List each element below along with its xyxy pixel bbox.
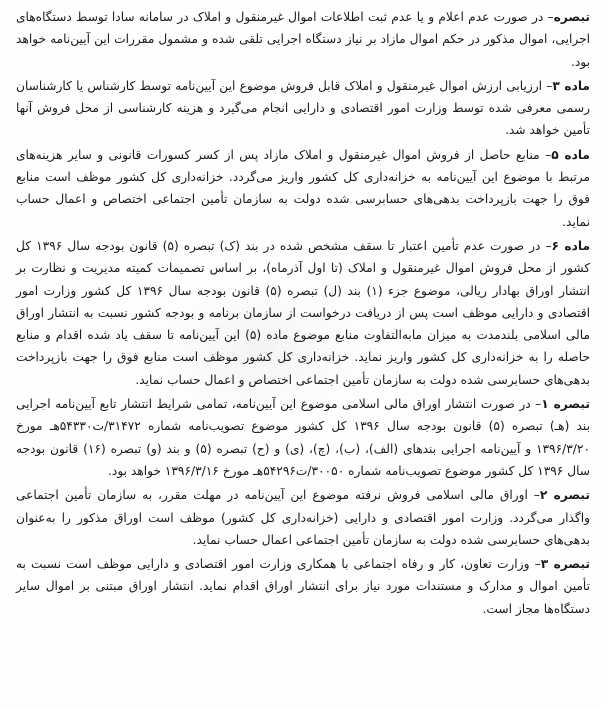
paragraph-text: – اوراق مالی اسلامی فروش نرفته موضوع این آیین‌نامه در مهلت مقرر، به سازمان تأمین اجتماعی واگذار می‌گردد. وزارت امور اقتصادی و دارایی (خزانه‌داری کل کشور) موظف است اوراق مذکور را به‌عنوان بدهی‌های حسابرسی شده دولت به سازمان تأمین اجتماعی اعمال حساب نماید. bbox=[16, 488, 590, 547]
note-1 bbox=[16, 393, 590, 482]
article-3 bbox=[16, 75, 590, 142]
note-unregistered-properties bbox=[16, 6, 590, 73]
paragraph-label: ماده ۳ bbox=[552, 78, 590, 93]
note-2 bbox=[16, 484, 590, 551]
paragraph-text: – وزارت تعاون، کار و رفاه اجتماعی با همکاری وزارت امور اقتصادی و دارایی موظف است نسبت به تأمین اموال و مدارک و مستندات مورد نیاز برای انتشار اوراق اقدام نماید. انتشار اوراق مبتنی بر اموال سایر دستگاه‌ها مجاز است. bbox=[16, 557, 590, 616]
paragraph-label: تبصره ۳ bbox=[540, 557, 590, 572]
paragraph-text: – در صورت انتشار اوراق مالی اسلامی موضوع این آیین‌نامه، تمامی شرایط انتشار تابع آیین‌نامه اجرایی بند (هـ) تبصره (۵) قانون بودجه سال ۱۳۹۶ کل کشور موضوع تصویب‌نامه شماره ۳۱۴۷۲/ت۵۴۳۳۰هـ مورخ ۱۳۹۶/۳/۲۰ و آیین‌نامه اجرایی بندهای (الف)، (ب)، (چ)، (ی) و (ح) تبصره (۵) و بند (و) تبصره (۱۶) قانون بودجه سال ۱۳۹۶ کل کشور موضوع تصویب‌نامه شماره ۳۰۰۵۰/ت۵۴۲۹۶هـ مورخ ۱۳۹۶/۳/۱۶ خواهد بود. bbox=[16, 397, 590, 478]
article-5 bbox=[16, 144, 590, 233]
paragraph-text: – در صورت عدم تأمین اعتبار تا سقف مشخص شده در بند (ک) تبصره (۵) قانون بودجه سال ۱۳۹۶ کل کشور از محل فروش اموال غیرمنقول و املاک (تا اول آذرماه)، بر اساس تصمیمات کمیته مدیریت و نظارت بر انتشار اوراق بهادار ریالی، موضوع جزء (۱) بند (ل) تبصره (۵) قانون بودجه سال ۱۳۹۶ کل کشور وزارت امور اقتصادی و دارایی موظف است پس از دریافت درخواست از سازمان برنامه و بودجه کشور نسبت به انتشار اوراق مالی اسلامی بلندمدت به میزان مابه‌التفاوت منابع موضوع ماده (۵) این آیین‌نامه تا سقف یاد شده اقدام و منابع حاصله را به خزانه‌داری کل کشور واریز نماید. خزانه‌داری کل کشور موظف است منابع فوق را جهت بازپرداخت بدهی‌های حسابرسی شده دولت به سازمان تأمین اجتماعی اختصاص و اعمال حساب نماید. bbox=[16, 238, 590, 387]
note-3 bbox=[16, 553, 590, 620]
paragraph-label: ماده ۶ bbox=[551, 238, 590, 253]
paragraph-text: – در صورت عدم اعلام و یا عدم ثبت اطلاعات اموال غیرمنقول و املاک در سامانه سادا توسط دستگاه‌های اجرایی، اموال مذکور در حکم اموال مازاد بر نیاز دستگاه اجرایی تلقی شده و مشمول مقررات این آیین‌نامه خواهد بود. bbox=[16, 10, 590, 69]
paragraph-label: ماده ۵ bbox=[551, 147, 590, 162]
paragraph-text: – منابع حاصل از فروش اموال غیرمنقول و املاک مازاد پس از کسر کسورات قانونی و سایر هزینه‌های مرتبط با موضوع این آیین‌نامه به خزانه‌داری کل کشور واریز می‌گردد. خزانه‌داری کل کشور موظف است منابع فوق را جهت بازپرداخت بدهی‌های حسابرسی شده دولت به سازمان تأمین اجتماعی اختصاص و اعمال حساب نماید. bbox=[16, 147, 590, 229]
article-6 bbox=[16, 235, 590, 391]
paragraph-label: تبصره ۱ bbox=[541, 397, 590, 412]
paragraph-text: – ارزیابی ارزش اموال غیرمنقول و املاک قابل فروش موضوع این آیین‌نامه توسط کارشناس یا کارشناسان رسمی معرفی شده توسط وزارت امور اقتصادی و دارایی انجام می‌گیرد و هزینه کارشناسی از محل فروش آنها تأمین خواهد شد. bbox=[16, 78, 590, 138]
paragraph-label: تبصره bbox=[553, 10, 590, 24]
paragraph-label: تبصره ۲ bbox=[539, 488, 590, 503]
